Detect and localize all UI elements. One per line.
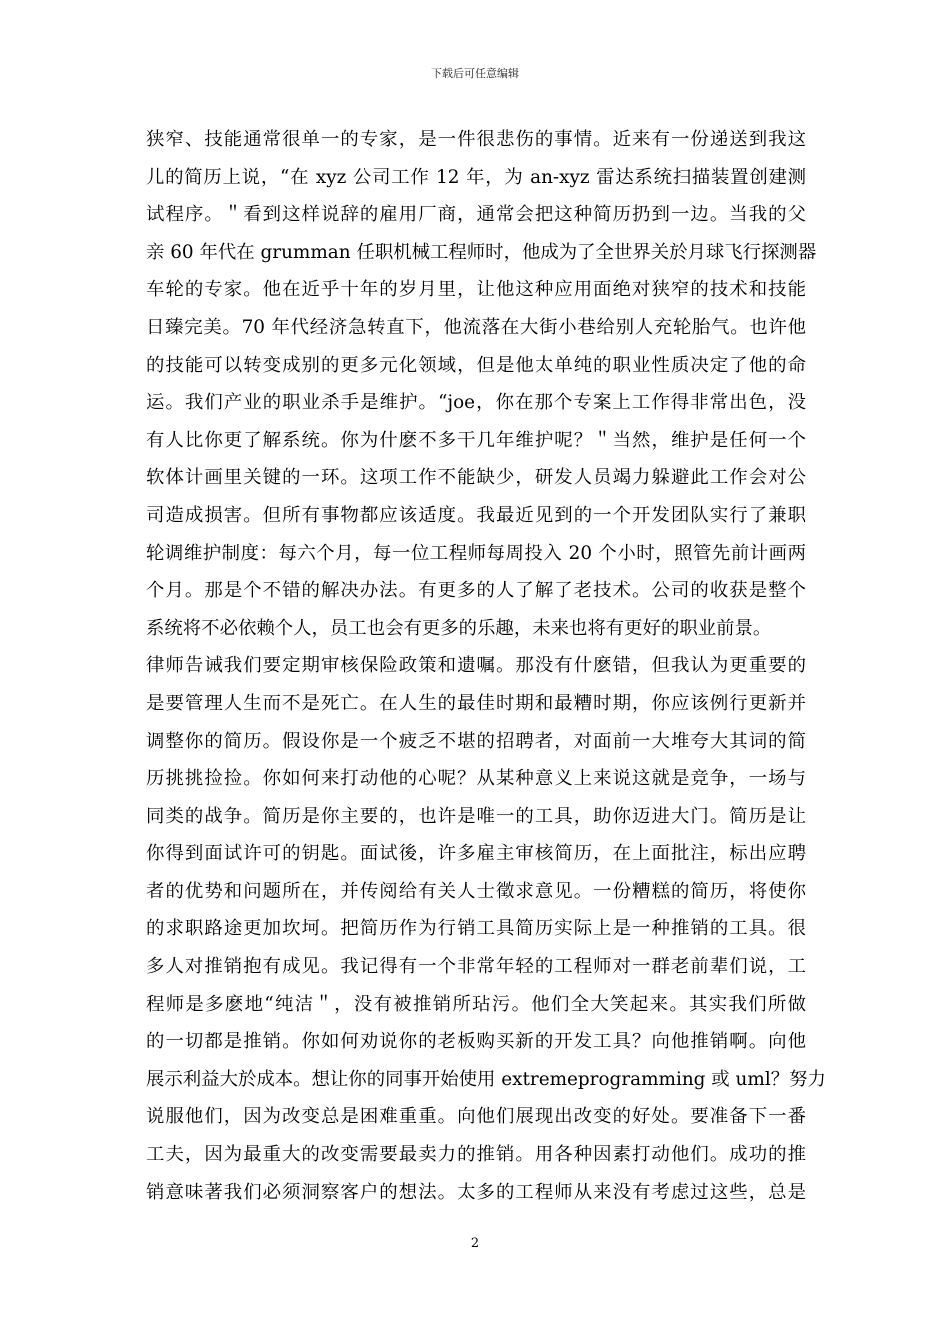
body-line: 司造成损害。但所有事物都应该适度。我最近见到的一个开发团队实行了兼职 xyxy=(146,504,806,526)
body-line: 同类的战争。简历是你主要的，也许是唯一的工具，助你迈进大门。简历是让 xyxy=(146,805,806,827)
body-line: 儿的简历上说，“在 xyz 公司工作 12 年，为 an-xyz 雷达系统扫描装置创建测 xyxy=(146,166,806,188)
body-line: 历挑挑捡捡。你如何来打动他的心呢？从某种意义上来说这就是竞争，一场与 xyxy=(146,768,806,790)
body-line: 的求职路途更加坎坷。把简历作为行销工具简历实际上是一种推销的工具。很 xyxy=(146,918,806,940)
body-line: 的一切都是推销。你如何劝说你的老板购买新的开发工具？向他推销啊。向他 xyxy=(146,1031,806,1053)
body-line: 车轮的专家。他在近乎十年的岁月里，让他这种应用面绝对狭窄的技术和技能 xyxy=(146,279,806,301)
body-line: 销意味著我们必须洞察客户的想法。太多的工程师从来没有考虑过这些，总是 xyxy=(146,1181,806,1203)
body-line: 多人对推销抱有成见。我记得有一个非常年轻的工程师对一群老前辈们说，工 xyxy=(146,956,806,978)
body-line: 说服他们，因为改变总是困难重重。向他们展现出改变的好处。要准备下一番 xyxy=(146,1106,806,1128)
document-body xyxy=(146,121,826,1211)
body-line: 的技能可以转变成别的更多元化领域，但是他太单纯的职业性质决定了他的命 xyxy=(146,354,806,376)
body-line: 日臻完美。70 年代经济急转直下，他流落在大街小巷给别人充轮胎气。也许他 xyxy=(146,316,806,338)
body-line: 者的优势和问题所在，并传阅给有关人士徵求意见。一份糟糕的简历，将使你 xyxy=(146,880,806,902)
body-line: 软体计画里关键的一环。这项工作不能缺少，研发人员竭力躲避此工作会对公 xyxy=(146,467,806,489)
body-line: 运。我们产业的职业杀手是维护。“joe，你在那个专案上工作得非常出色，没 xyxy=(146,392,806,414)
body-line: 亲 60 年代在 grumman 任职机械工程师时，他成为了全世界关於月球飞行探测器 xyxy=(146,241,817,263)
body-line: 程师是多麽地“纯洁＂，没有被推销所玷污。他们全大笑起来。其实我们所做 xyxy=(146,993,806,1015)
body-line: 个月。那是个不错的解决办法。有更多的人了解了老技术。公司的收获是整个 xyxy=(146,580,806,602)
body-line: 调整你的简历。假设你是一个疲乏不堪的招聘者，对面前一大堆夸大其词的简 xyxy=(146,730,806,752)
body-line: 试程序。＂看到这样说辞的雇用厂商，通常会把这种简历扔到一边。当我的父 xyxy=(146,204,806,226)
body-line: 轮调维护制度：每六个月，每一位工程师每周投入 20 个小时，照管先前计画两 xyxy=(146,542,806,564)
body-line: 有人比你更了解系统。你为什麽不多干几年维护呢？＂当然，维护是任何一个 xyxy=(146,429,806,451)
body-line: 律师告诫我们要定期审核保险政策和遗嘱。那没有什麽错，但我认为更重要的 xyxy=(146,655,806,677)
body-line: 工夫，因为最重大的改变需要最卖力的推销。用各种因素打动他们。成功的推 xyxy=(146,1144,806,1166)
body-line: 展示利益大於成本。想让你的同事开始使用 extremeprogramming 或 uml？努力 xyxy=(146,1068,826,1090)
body-line: 是要管理人生而不是死亡。在人生的最佳时期和最糟时期，你应该例行更新并 xyxy=(146,692,806,714)
body-line: 狭窄、技能通常很单一的专家，是一件很悲伤的事情。近来有一份递送到我这 xyxy=(146,129,806,150)
page-header: 下载后可任意编辑 xyxy=(431,67,519,80)
body-line: 你得到面试许可的钥匙。面试後，许多雇主审核简历，在上面批注，标出应聘 xyxy=(146,843,806,865)
body-line: 系统将不必依赖个人，员工也会有更多的乐趣，未来也将有更好的职业前景。 xyxy=(146,617,772,639)
page-number: 2 xyxy=(470,1236,480,1251)
